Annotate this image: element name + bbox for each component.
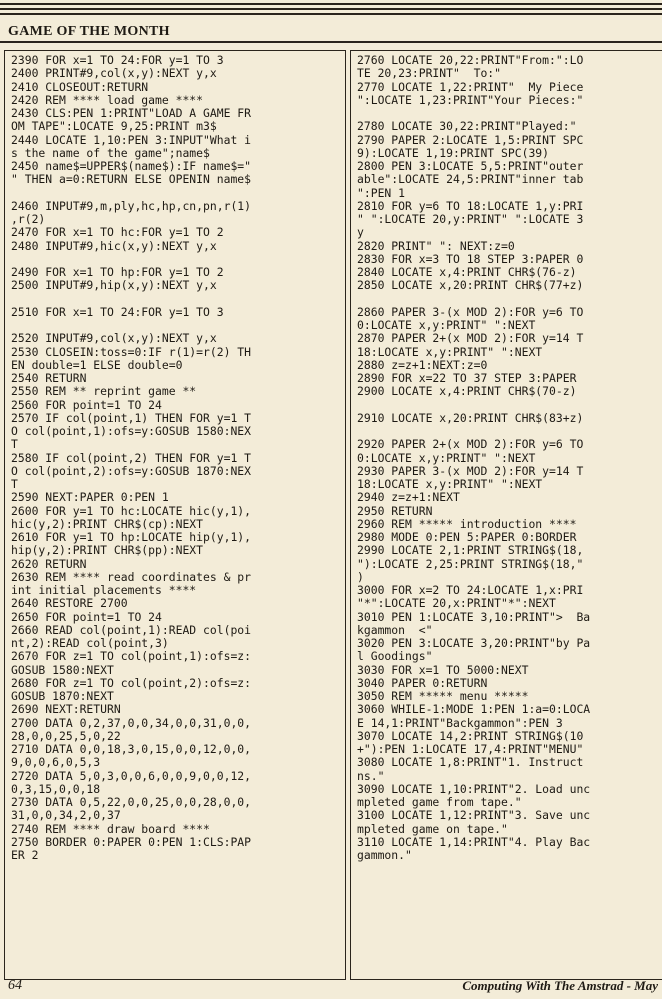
code-line: 2860 PAPER 3-(x MOD 2):FOR y=6 TO [357,304,584,319]
code-line: 2460 INPUT#9,m,ply,hc,hp,cn,pn,r(1) [11,198,252,213]
code-line: EN double=1 ELSE double=0 [11,357,183,372]
code-line: 2620 RETURN [11,556,87,571]
code-line: 18:LOCATE x,y:PRINT" ":NEXT [357,477,543,491]
code-line: 2420 REM **** load game **** [11,92,204,107]
code-line [11,253,251,266]
code-line: 2880 z=z+1:NEXT:z=0 [357,357,488,372]
code-line: " ":LOCATE 20,y:PRINT" ":LOCATE 3 [357,212,584,226]
code-line: 3110 LOCATE 1,14:PRINT"4. Play Bac [357,834,591,849]
code-line: 2450 name$=UPPER$(name$):IF name$=" [11,159,252,173]
code-line: 2550 REM ** reprint game ** [11,384,197,399]
code-line: 2840 LOCATE x,4:PRINT CHR$(76-z) [357,265,577,279]
code-line: 0:LOCATE x,y:PRINT" ":NEXT [357,450,536,465]
code-line: 3100 LOCATE 1,12:PRINT"3. Save unc [357,808,591,823]
code-line: mpleted game from tape." [357,795,522,809]
code-line: hic(y,2):PRINT CHR$(cp):NEXT [11,516,204,531]
code-line: "*":LOCATE 20,x:PRINT"*":NEXT [357,596,556,611]
code-line: 2410 CLOSEOUT:RETURN [11,79,149,94]
code-line: 2650 FOR point=1 TO 24 [11,609,162,624]
code-line [357,107,590,120]
code-line: 2730 DATA 0,5,22,0,0,25,0,0,28,0,0, [11,795,252,809]
code-line: 2790 PAPER 2:LOCATE 1,5:PRINT SPC [357,132,584,147]
code-line: ER 2 [11,848,39,862]
code-line: T [11,437,18,452]
code-line: 2440 LOCATE 1,10:PEN 3:INPUT"What i [11,132,252,147]
code-line: 2810 FOR y=6 TO 18:LOCATE 1,y:PRI [357,198,584,213]
code-line: 2640 RESTORE 2700 [11,596,128,611]
code-line: 28,0,0,25,5,0,22 [11,728,121,743]
code-line [11,319,251,332]
code-line: 3060 WHILE-1:MODE 1:PEN 1:a=0:LOCA [357,702,591,717]
code-line: 2910 LOCATE x,20:PRINT CHR$(83+z) [357,410,584,425]
code-line: 3010 PEN 1:LOCATE 3,10:PRINT"> Ba [357,609,591,624]
listing-column-right [350,50,662,980]
code-line: ) [357,569,364,584]
code-line: ":LOCATE 1,23:PRINT"Your Pieces:" [357,92,584,107]
code-line: 2630 REM **** read coordinates & pr [11,569,252,584]
code-line: 2520 INPUT#9,col(x,y):NEXT y,x [11,331,217,346]
code-line: 2990 LOCATE 2,1:PRINT STRING$(18, [357,543,584,558]
code-line: 2890 FOR x=22 TO 37 STEP 3:PAPER [357,371,577,385]
code-line [357,293,590,306]
code-line: 2750 BORDER 0:PAPER 0:PEN 1:CLS:PAP [11,834,252,849]
code-line: ns." [357,768,385,783]
code-line: hip(y,2):PRINT CHR$(pp):NEXT [11,543,204,558]
page-number: 64 [8,978,22,993]
header-rule [0,41,662,43]
code-line: 2470 FOR x=1 TO hc:FOR y=1 TO 2 [11,225,224,240]
code-line: GOSUB 1870:NEXT [11,689,114,703]
code-line: +"):PEN 1:LOCATE 17,4:PRINT"MENU" [357,742,584,756]
code-line: 2530 CLOSEIN:toss=0:IF r(1)=r(2) TH [11,344,252,359]
code-line: 2770 LOCATE 1,22:PRINT" My Piece [357,79,584,94]
code-line: 3000 FOR x=2 TO 24:LOCATE 1,x:PRI [357,583,584,597]
code-line: 18:LOCATE x,y:PRINT" ":NEXT [357,344,543,359]
code-line: 2710 DATA 0,0,18,3,0,15,0,0,12,0,0, [11,742,252,756]
code-line: 3070 LOCATE 14,2:PRINT STRING$(10 [357,728,584,743]
code-line: 2660 READ col(point,1):READ col(poi [11,622,252,637]
code-line: int initial placements **** [11,583,197,597]
code-line: 2580 IF col(point,2) THEN FOR y=1 T [11,450,252,465]
code-line: 2430 CLS:PEN 1:PRINT"LOAD A GAME FR [11,106,252,120]
code-line: 2570 IF col(point,1) THEN FOR y=1 T [11,410,252,425]
code-line: 2700 DATA 0,2,37,0,0,34,0,0,31,0,0, [11,715,252,730]
code-line: mpleted game on tape." [357,821,508,836]
code-listing-right [357,54,590,862]
code-line: 0:LOCATE x,y:PRINT" ":NEXT [357,318,536,332]
code-line: s the name of the game";name$ [11,145,210,160]
code-line: 2690 NEXT:RETURN [11,702,121,717]
code-line: 3030 FOR x=1 TO 5000:NEXT [357,662,529,677]
code-line: 3090 LOCATE 1,10:PRINT"2. Load unc [357,781,591,796]
code-line: OM TAPE":LOCATE 9,25:PRINT m3$ [11,119,217,134]
code-line: 9):LOCATE 1,19:PRINT SPC(39) [357,145,550,160]
code-line: 2760 LOCATE 20,22:PRINT"From:":LO [357,53,584,67]
code-line: 2780 LOCATE 30,22:PRINT"Played:" [357,119,577,134]
code-line: 2390 FOR x=1 TO 24:FOR y=1 TO 3 [11,53,224,67]
code-line: 2400 PRINT#9,col(x,y):NEXT y,x [11,66,217,81]
code-line: 2900 LOCATE x,4:PRINT CHR$(70-z) [357,384,577,399]
code-line: O col(point,1):ofs=y:GOSUB 1580:NEX [11,424,252,438]
code-line: TE 20,23:PRINT" To:" [357,66,502,81]
code-line: ,r(2) [11,212,46,226]
code-line: 2680 FOR z=1 TO col(point,2):ofs=z: [11,675,252,690]
code-line: 3050 REM ***** menu ***** [357,689,529,703]
code-line: " THEN a=0:RETURN ELSE OPENIN name$ [11,172,252,187]
code-line: 2830 FOR x=3 TO 18 STEP 3:PAPER 0 [357,251,584,266]
code-line: 2720 DATA 5,0,3,0,0,6,0,0,9,0,0,12, [11,768,252,783]
code-line: 2490 FOR x=1 TO hp:FOR y=1 TO 2 [11,265,224,279]
code-line: 2870 PAPER 2+(x MOD 2):FOR y=14 T [357,331,584,346]
code-line: 2950 RETURN [357,503,433,518]
code-line [11,293,251,306]
code-line: T [11,477,18,491]
code-line: y [357,225,364,240]
code-line [11,187,251,200]
code-line: GOSUB 1580:NEXT [11,662,114,677]
code-line: 9,0,0,6,0,5,3 [11,755,101,770]
code-line: gammon." [357,848,412,862]
code-line: 2610 FOR y=1 TO hp:LOCATE hip(y,1), [11,530,252,544]
code-line: 2600 FOR y=1 TO hc:LOCATE hic(y,1), [11,503,252,518]
code-line: 2800 PEN 3:LOCATE 5,5:PRINT"outer [357,159,584,173]
code-line: 2500 INPUT#9,hip(x,y):NEXT y,x [11,278,217,293]
code-line: ":PEN 1 [357,185,406,200]
magazine-name: Computing With The Amstrad - May [462,978,658,993]
code-line: nt,2):READ col(point,3) [11,636,169,650]
code-line: 2820 PRINT" ": NEXT:z=0 [357,238,515,253]
listing-column-left [4,50,346,980]
code-line: kgammon <" [357,622,433,637]
code-line: 3020 PEN 3:LOCATE 3,20:PRINT"by Pa [357,636,591,650]
code-line [357,399,590,412]
code-line: 2670 FOR z=1 TO col(point,1):ofs=z: [11,649,252,664]
code-line: 3040 PAPER 0:RETURN [357,675,488,690]
code-line: 0,3,15,0,0,18 [11,781,101,796]
code-line: 3080 LOCATE 1,8:PRINT"1. Instruct [357,755,584,770]
code-line: 2850 LOCATE x,20:PRINT CHR$(77+z) [357,278,584,293]
code-line [357,425,590,438]
code-line: "):LOCATE 2,25:PRINT STRING$(18," [357,556,584,571]
code-line: 2930 PAPER 3-(x MOD 2):FOR y=14 T [357,463,584,478]
code-line: 31,0,0,34,2,0,37 [11,808,121,823]
code-line: 2980 MODE 0:PEN 5:PAPER 0:BORDER [357,530,577,544]
section-title: GAME OF THE MONTH [8,24,170,39]
code-line: E 14,1:PRINT"Backgammon":PEN 3 [357,715,563,730]
code-line: 2540 RETURN [11,371,87,385]
code-line: 2480 INPUT#9,hic(x,y):NEXT y,x [11,238,217,253]
code-line: l Goodings" [357,649,433,664]
code-line: 2510 FOR x=1 TO 24:FOR y=1 TO 3 [11,304,224,319]
code-line: 2740 REM **** draw board **** [11,821,210,836]
code-line: 2920 PAPER 2+(x MOD 2):FOR y=6 TO [357,437,584,452]
code-line: 2590 NEXT:PAPER 0:PEN 1 [11,490,169,505]
code-line: 2940 z=z+1:NEXT [357,490,460,505]
code-listing-left [11,54,251,862]
code-line: able":LOCATE 24,5:PRINT"inner tab [357,172,584,187]
code-line: 2560 FOR point=1 TO 24 [11,397,162,412]
code-line: O col(point,2):ofs=y:GOSUB 1870:NEX [11,463,252,478]
code-line: 2960 REM ***** introduction **** [357,516,577,531]
